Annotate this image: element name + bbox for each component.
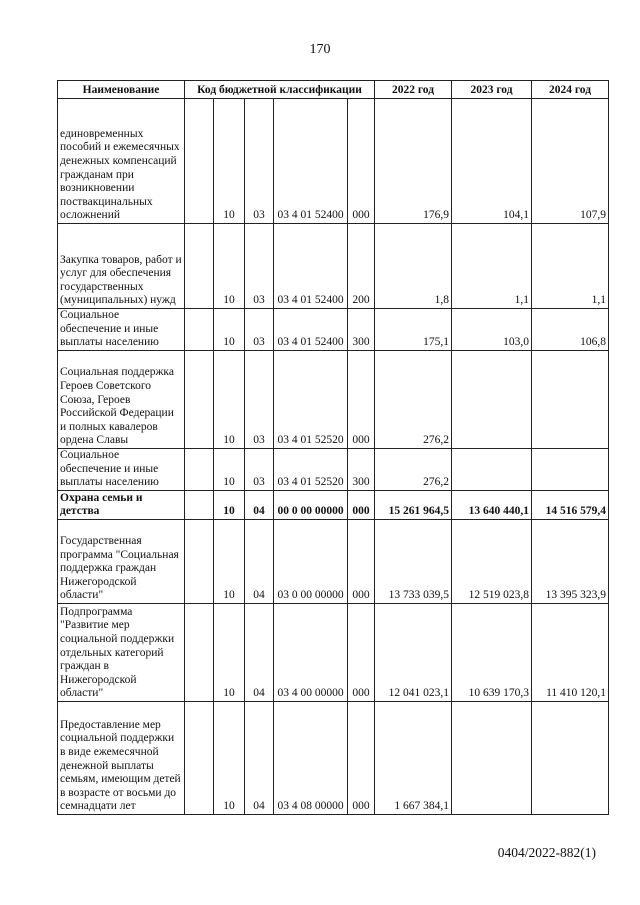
row-code-target: 03 4 08 00000 xyxy=(274,702,348,815)
row-value-2022: 276,2 xyxy=(375,449,452,491)
row-code-subsection: 04 xyxy=(245,491,274,520)
header-2023: 2023 год xyxy=(452,81,532,99)
row-code-section: 10 xyxy=(214,309,245,351)
table-row xyxy=(58,449,609,491)
row-value-2023: 104,1 xyxy=(452,99,532,224)
row-value-2024: 14 516 579,4 xyxy=(532,491,609,520)
page-number: 170 xyxy=(309,42,331,57)
row-code-target: 03 4 00 00000 xyxy=(274,604,348,702)
row-value-2022: 13 733 039,5 xyxy=(375,520,452,604)
row-name: Социальное обеспечение и иные выплаты населению xyxy=(58,449,185,491)
table-row xyxy=(58,520,609,604)
header-2024: 2024 год xyxy=(532,81,609,99)
row-code-subsection: 03 xyxy=(245,309,274,351)
row-value-2022: 175,1 xyxy=(375,309,452,351)
row-code-section: 10 xyxy=(214,449,245,491)
row-code-expense-type: 200 xyxy=(348,224,375,309)
table-row xyxy=(58,224,609,309)
row-value-2022: 276,2 xyxy=(375,351,452,449)
row-code-expense-type: 300 xyxy=(348,309,375,351)
row-code-expense-type: 000 xyxy=(348,604,375,702)
row-code-section: 10 xyxy=(214,520,245,604)
row-name: единовременных пособий и ежемесячных денежных компенсаций гражданам при возникновении поствакцинальных осложнений xyxy=(58,99,185,224)
row-value-2022: 15 261 964,5 xyxy=(375,491,452,520)
row-code-target: 03 4 01 52400 xyxy=(274,224,348,309)
row-name: Социальное обеспечение и иные выплаты населению xyxy=(58,309,185,351)
budget-table xyxy=(57,80,609,815)
row-value-2024: 1,1 xyxy=(532,224,609,309)
row-value-2024 xyxy=(532,702,609,815)
row-code-section: 10 xyxy=(214,224,245,309)
row-code-target: 03 4 01 52520 xyxy=(274,449,348,491)
row-code-1 xyxy=(185,99,214,224)
row-value-2023: 1,1 xyxy=(452,224,532,309)
row-code-1 xyxy=(185,491,214,520)
row-name: Государственная программа "Социальная поддержка граждан Нижегородской области" xyxy=(58,520,185,604)
row-code-expense-type: 300 xyxy=(348,449,375,491)
row-code-expense-type: 000 xyxy=(348,491,375,520)
header-row xyxy=(58,81,609,99)
row-code-section: 10 xyxy=(214,702,245,815)
row-code-subsection: 04 xyxy=(245,604,274,702)
header-2022: 2022 год xyxy=(375,81,452,99)
row-code-section: 10 xyxy=(214,604,245,702)
row-value-2023: 10 639 170,3 xyxy=(452,604,532,702)
row-code-target: 03 0 00 00000 xyxy=(274,520,348,604)
row-code-target: 03 4 01 52520 xyxy=(274,351,348,449)
row-value-2023: 12 519 023,8 xyxy=(452,520,532,604)
row-value-2022: 1 667 384,1 xyxy=(375,702,452,815)
header-code: Код бюджетной классификации xyxy=(185,81,375,99)
row-code-subsection: 03 xyxy=(245,449,274,491)
row-value-2022: 12 041 023,1 xyxy=(375,604,452,702)
header-name: Наименование xyxy=(58,81,185,99)
table-row xyxy=(58,351,609,449)
row-name: Предоставление мер социальной поддержки в виде ежемесячной денежной выплаты семьям, имеющим детей в возрасте от восьми до семнадцати лет xyxy=(58,702,185,815)
row-code-subsection: 03 xyxy=(245,99,274,224)
row-name: Закупка товаров, работ и услуг для обеспечения государственных (муниципальных) нужд xyxy=(58,224,185,309)
document-code: 0404/2022-882(1) xyxy=(497,845,596,860)
row-code-1 xyxy=(185,351,214,449)
table-row xyxy=(58,604,609,702)
row-code-expense-type: 000 xyxy=(348,520,375,604)
row-name: Охрана семьи и детства xyxy=(58,491,185,520)
table-row xyxy=(58,702,609,815)
row-value-2023 xyxy=(452,351,532,449)
row-value-2024: 11 410 120,1 xyxy=(532,604,609,702)
row-code-subsection: 04 xyxy=(245,702,274,815)
table-row xyxy=(58,99,609,224)
row-name: Социальная поддержка Героев Советского Союза, Героев Российской Федерации и полных кавалеров ордена Славы xyxy=(58,351,185,449)
row-code-section: 10 xyxy=(214,491,245,520)
row-code-expense-type: 000 xyxy=(348,99,375,224)
row-code-subsection: 03 xyxy=(245,224,274,309)
table-row xyxy=(58,309,609,351)
row-code-target: 03 4 01 52400 xyxy=(274,99,348,224)
row-code-expense-type: 000 xyxy=(348,351,375,449)
row-value-2024 xyxy=(532,351,609,449)
row-code-target: 03 4 01 52400 xyxy=(274,309,348,351)
table-row xyxy=(58,491,609,520)
row-code-1 xyxy=(185,604,214,702)
row-value-2022: 176,9 xyxy=(375,99,452,224)
row-code-subsection: 04 xyxy=(245,520,274,604)
row-value-2023: 103,0 xyxy=(452,309,532,351)
row-code-1 xyxy=(185,224,214,309)
row-name: Подпрограмма "Развитие мер социальной поддержки отдельных категорий граждан в Нижегородской области" xyxy=(58,604,185,702)
row-value-2024 xyxy=(532,449,609,491)
row-value-2024: 13 395 323,9 xyxy=(532,520,609,604)
row-code-subsection: 03 xyxy=(245,351,274,449)
row-code-expense-type: 000 xyxy=(348,702,375,815)
row-value-2024: 107,9 xyxy=(532,99,609,224)
row-code-1 xyxy=(185,309,214,351)
row-code-target: 00 0 00 00000 xyxy=(274,491,348,520)
row-code-1 xyxy=(185,702,214,815)
row-value-2023 xyxy=(452,702,532,815)
row-value-2022: 1,8 xyxy=(375,224,452,309)
row-value-2023: 13 640 440,1 xyxy=(452,491,532,520)
row-value-2024: 106,8 xyxy=(532,309,609,351)
row-code-1 xyxy=(185,520,214,604)
row-code-section: 10 xyxy=(214,351,245,449)
row-code-1 xyxy=(185,449,214,491)
row-value-2023 xyxy=(452,449,532,491)
row-code-section: 10 xyxy=(214,99,245,224)
